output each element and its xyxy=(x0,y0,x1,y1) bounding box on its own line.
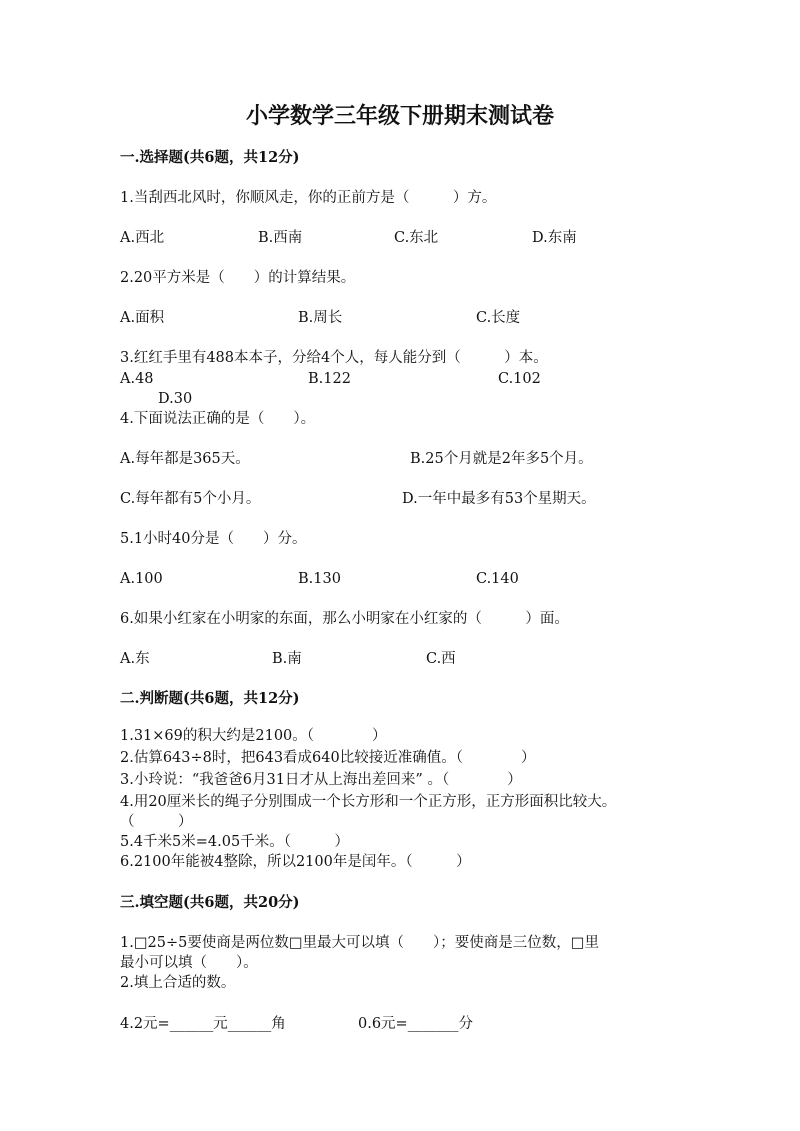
option-c: C.每年都有5个小月。 xyxy=(120,491,261,507)
option-b: B.122 xyxy=(308,371,351,387)
option-a: A.西北 xyxy=(120,230,165,246)
statement-item: 4.用20厘米长的绳子分别围成一个长方形和一个正方形，正方形面积比较大。 xyxy=(120,794,617,810)
question-text: 6.如果小红家在小明家的东面，那么小明家在小红家的（ ）面。 xyxy=(120,611,569,627)
question-text: 2.20平方米是（ ）的计算结果。 xyxy=(120,270,356,286)
section-heading: 三.填空题(共6题，共20分) xyxy=(120,894,300,911)
option-b: B.周长 xyxy=(298,310,343,326)
statement-item: （ ） xyxy=(120,814,193,830)
option-c: C.长度 xyxy=(476,310,521,326)
statement-item: 6.2100年能被4整除，所以2100年是闰年。（ ） xyxy=(120,854,471,870)
option-c: C.140 xyxy=(476,571,519,587)
question-text: 2.填上合适的数。 xyxy=(120,975,236,991)
section-heading: 一.选择题(共6题，共12分) xyxy=(120,149,300,166)
section-heading: 二.判断题(共6题，共12分) xyxy=(120,690,300,707)
fill-blank: 4.2元=______元______角 xyxy=(120,1016,286,1032)
option-b: B.南 xyxy=(272,651,302,667)
fill-blank: 0.6元=_______分 xyxy=(358,1016,473,1032)
statement-item: 2.估算643÷8时，把643看成640比较接近准确值。（ ） xyxy=(120,750,536,766)
option-c: C.102 xyxy=(498,371,541,387)
option-a: A.100 xyxy=(120,571,163,587)
question-text: 4.下面说法正确的是（ ）。 xyxy=(120,411,316,427)
option-d: D.东南 xyxy=(532,230,577,246)
option-b: B.130 xyxy=(298,571,341,587)
question-text: 1.□25÷5要使商是两位数□里最大可以填（ ）；要使商是三位数，□里 xyxy=(120,935,600,951)
option-c: C.东北 xyxy=(394,230,439,246)
page-title: 小学数学三年级下册期末测试卷 xyxy=(245,103,554,129)
question-text: 最小可以填（ ）。 xyxy=(120,955,258,971)
option-d: D.一年中最多有53个星期天。 xyxy=(402,491,596,507)
question-text: 3.红红手里有488本本子，分给4个人，每人能分到（ ）本。 xyxy=(120,350,548,366)
option-b: B.西南 xyxy=(258,230,303,246)
option-a: A.东 xyxy=(120,651,150,667)
statement-item: 3.小玲说：“我爸爸6月31日才从上海出差回来” 。（ ） xyxy=(120,772,522,788)
option-a: A.面积 xyxy=(120,310,165,326)
question-text: 1.当刮西北风时，你顺风走，你的正前方是（ ）方。 xyxy=(120,190,497,206)
option-a: A.48 xyxy=(120,371,154,387)
question-text: 5.1小时40分是（ ）分。 xyxy=(120,531,307,547)
option-d: D.30 xyxy=(158,391,193,407)
statement-item: 5.4千米5米=4.05千米。（ ） xyxy=(120,834,349,850)
option-b: B.25个月就是2年多5个月。 xyxy=(410,451,593,467)
option-c: C.西 xyxy=(426,651,456,667)
option-a: A.每年都是365天。 xyxy=(120,451,250,467)
statement-item: 1.31×69的积大约是2100。（ ） xyxy=(120,728,387,744)
